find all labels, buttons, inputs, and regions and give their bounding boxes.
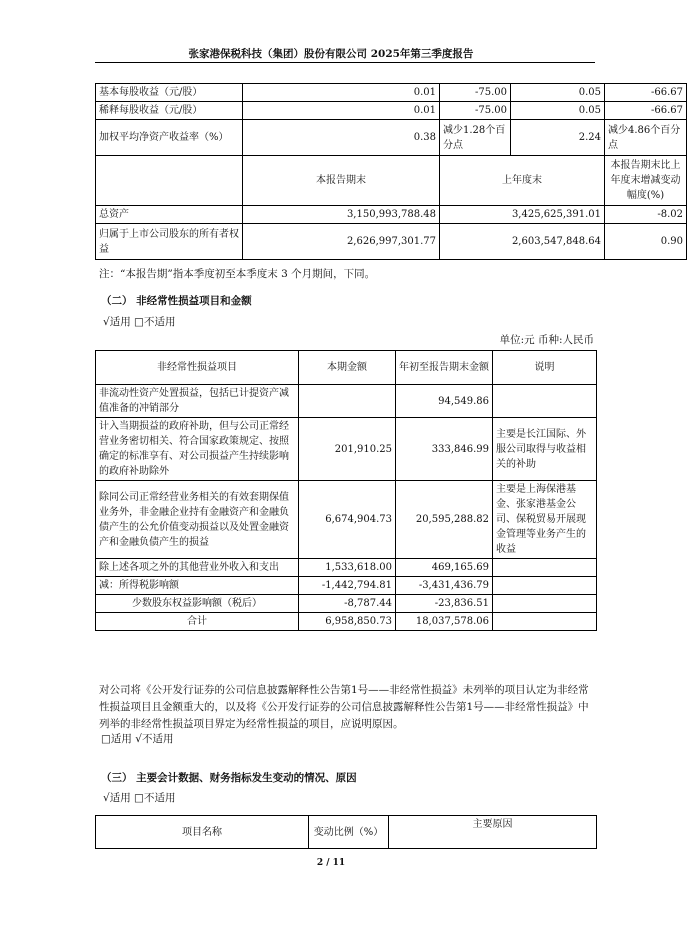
table-header-row: 项目名称 变动比例（%） 主要原因 bbox=[96, 816, 597, 849]
table-row: 归属于上市公司股东的所有者权益 2,626,997,301.77 2,603,547,848.64 0.90 bbox=[96, 224, 687, 260]
nonrecurring-table bbox=[95, 350, 597, 631]
header-rule bbox=[95, 62, 595, 63]
table-row: 除上述各项之外的其他营业外收入和支出 1,533,618.00 469,165.69 bbox=[96, 559, 597, 577]
applicability-checkbox: √适用 □不适用 bbox=[103, 316, 176, 328]
table-header-row: 非经常性损益项目 本期金额 年初至报告期末金额 说明 bbox=[96, 351, 597, 385]
applicability-checkbox-3: √适用 □不适用 bbox=[103, 792, 176, 804]
table-row: 除同公司正常经营业务相关的有效套期保值业务外，非金融企业持有金融资产和金融负债产生的公允价值变动损益以及处置金融资产和金融负债产生的损益 6,674,904.73 20,595,288.82 主要是上海保港基金、张家港基金公司、保税贸易开展现金管理等业务产生的收益 bbox=[96, 481, 597, 559]
page-header: 张家港保税科技（集团）股份有限公司 2025年第三季度报告 bbox=[188, 48, 474, 60]
change-reason-table bbox=[95, 815, 597, 849]
table-row: 加权平均净资产收益率（%） 0.38 减少1.28个百分点 2.24 减少4.86个百分点 bbox=[96, 120, 687, 156]
table-header-row: 本报告期末 上年度末 本报告期末比上年度末增减变动幅度(%) bbox=[96, 156, 687, 206]
unit-label: 单位:元 币种:人民币 bbox=[499, 334, 594, 346]
applicability-checkbox-2: □适用 √不适用 bbox=[101, 733, 174, 745]
table-row: 基本每股收益（元/股） 0.01 -75.00 0.05 -66.67 bbox=[96, 84, 687, 102]
table-row: 减：所得税影响额 -1,442,794.81 -3,431,436.79 bbox=[96, 577, 597, 595]
disclosure-paragraph: 对公司将《公开发行证券的公司信息披露解释性公告第1号——非经常性损益》未列举的项目认定为非经常性损益项目且金额重大的，以及将《公开发行证券的公司信息披露解释性公告第1号——非经常性损益》中列举的非经常性损益项目界定为经常性损益的项目，应说明原因。 bbox=[99, 684, 589, 730]
table-row: 稀释每股收益（元/股） 0.01 -75.00 0.05 -66.67 bbox=[96, 102, 687, 120]
table-note: 注：“本报告期”指本季度初至本季度末 3 个月期间，下同。 bbox=[99, 268, 376, 280]
table-row: 合计 6,958,850.73 18,037,578.06 bbox=[96, 613, 597, 631]
section-title-3: （三） 主要会计数据、财务指标发生变动的情况、原因 bbox=[101, 772, 357, 784]
table-row: 非流动性资产处置损益，包括已计提资产减值准备的冲销部分 94,549.86 bbox=[96, 385, 597, 418]
table-row: 少数股东权益影响额（税后） -8,787.44 -23,836.51 bbox=[96, 595, 597, 613]
table-row: 计入当期损益的政府补助，但与公司正常经营业务密切相关、符合国家政策规定、按照确定的标准享有、对公司损益产生持续影响的政府补助除外 201,910.25 333,846.99 主要是长江国际、外服公司取得与收益相关的补助 bbox=[96, 418, 597, 481]
table-row: 总资产 3,150,993,788.48 3,425,625,391.01 -8.02 bbox=[96, 206, 687, 224]
page-number: 2 / 11 bbox=[316, 858, 346, 868]
section-title-2: （二） 非经常性损益项目和金额 bbox=[101, 295, 252, 307]
financial-data-table bbox=[95, 83, 687, 260]
